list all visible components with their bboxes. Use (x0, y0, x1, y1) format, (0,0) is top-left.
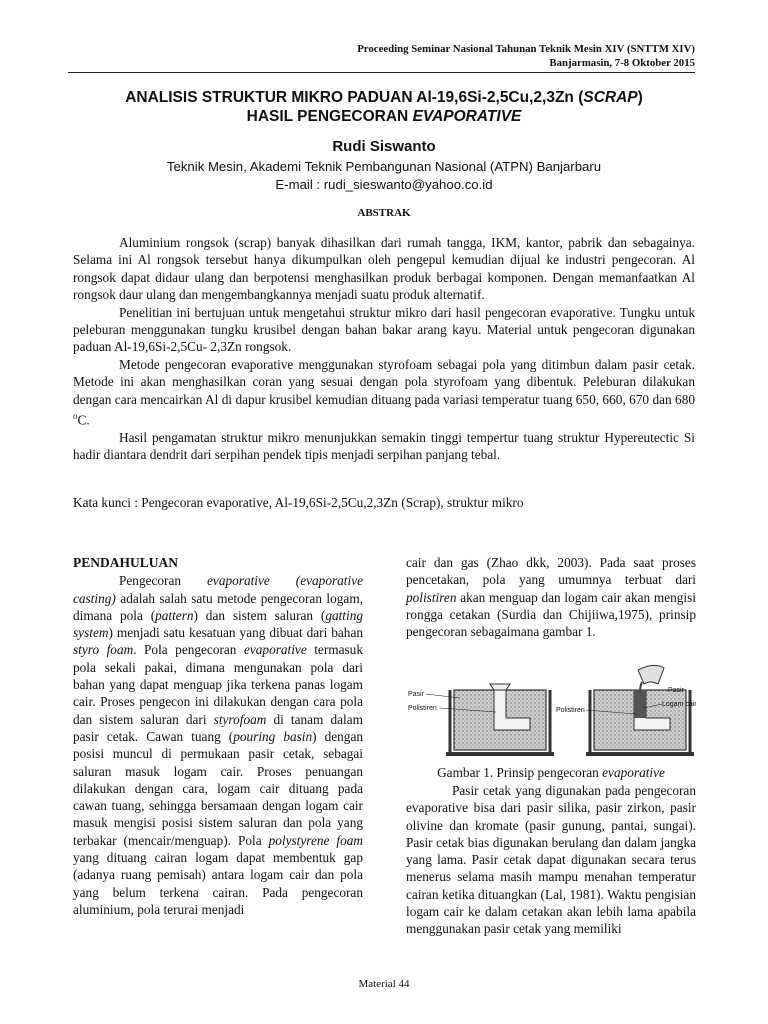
page-footer: Material 44 (358, 978, 410, 990)
figure-caption: Gambar 1. Prinsip pengecoran evaporative (437, 765, 665, 780)
svg-text:Logam cair: Logam cair (662, 701, 696, 708)
abstract-paragraph: Penelitian ini bertujuan untuk mengetahui struktur mikro dari hasil pengecoran evaporative. Tungku untuk peleburan menggunakan tungku krusibel dengan bahan bakar arang kayu. Material untuk pengecoran digunakan paduan Al-19,6Si-2,5Cu- 2,3Zn rongsok. (73, 304, 695, 355)
title-line-2: HASIL PENGECORAN EVAPORATIVE (246, 108, 522, 125)
affiliation-text: Teknik Mesin, Akademi Teknik Pembangunan Nasional (ATPN) Banjarbaru (166, 159, 602, 174)
header-rule (68, 72, 695, 73)
svg-text:Polistiren: Polistiren (408, 705, 437, 712)
left-column (73, 554, 363, 918)
section-heading: PENDAHULUAN (73, 555, 179, 570)
paper-title (60, 88, 708, 126)
abstract-body (73, 234, 695, 464)
title-line-1: ANALISIS STRUKTUR MIKRO PADUAN Al-19,6Si-2,5Cu,2,3Zn (SCRAP) (125, 89, 643, 106)
svg-text:Polistiren: Polistiren (556, 707, 585, 714)
right-flask (586, 665, 694, 756)
right-column-bottom (406, 782, 696, 938)
body-paragraph: Pasir cetak yang digunakan pada pengecoran evaporative bisa dari pasir silika, pasir zirkon, pasir olivine dan kromate (pasir gunung, pantai, sungai). Pasir cetak bias digunakan berulang dan dalam jangka yang lama. Pasir cetak dapat digunakan secara terus menerus selama masih mampu menahan temperatur cairan ketika dituangkan (Lal, 1981). Waktu pengisian logam cair ke dalam cetakan akan lebih lama apabila menggunakan pasir cetak yang memiliki (406, 783, 696, 937)
author-name: Rudi Siswanto (332, 138, 436, 155)
keywords: Kata kunci : Pengecoran evaporative, Al-19,6Si-2,5Cu,2,3Zn (Scrap), struktur mikro (73, 495, 524, 510)
abstract-paragraph: Hasil pengamatan struktur mikro menunjukkan semakin tinggi tempertur tuang struktur Hypereutectic Si hadir diantara dendrit dari serpihan pendek tipis menjadi serpihan panjang tebal. (73, 429, 695, 463)
author-affiliation (60, 158, 708, 194)
casting-diagram (406, 662, 696, 762)
svg-text:Pasir: Pasir (668, 687, 684, 694)
left-flask (446, 684, 554, 756)
right-column-top: cair dan gas (Zhao dkk, 2003). Pada saat proses pencetakan, pola yang umumnya terbuat dari polistiren akan menguap dan logam cair akan mengisi rongga cetakan (Surdia dan Chijiiwa,1975), prinsip pengecoran sebagaimana gambar 1. (406, 555, 696, 640)
abstract-paragraph: Metode pengecoran evaporative menggunakan styrofoam sebagai pola yang ditimbun dalam pasir cetak. Metode ini akan menghasilkan coran yang sesuai dengan pola styrofoam yang dibentuk. Peleburan dilakukan dengan cara mencairkan Al di dapur krusibel kemudian dituang pada variasi temperatur tuang 650, 660, 670 dan 680 $^o$C. (73, 356, 695, 428)
author-email: E-mail : rudi_sieswanto@yahoo.co.id (275, 177, 493, 192)
proceeding-header (357, 42, 695, 70)
header-line-1: Proceeding Seminar Nasional Tahunan Teknik Mesin XIV (SNTTM XIV) (357, 43, 695, 55)
abstract-paragraph: Aluminium rongsok (scrap) banyak dihasilkan dari rumah tangga, IKM, kantor, pabrik dan sebagainya. Selama ini Al rongsok tersebut hanya dikumpulkan oleh pengepul kemudian dijual ke industri pengecoran. Al rongsok dapat didaur ulang dan berpotensi menghasilkan produk berbagai komponen. Dengan memanfaatkan Al rongsok daur ulang dan mengembangkannya menjadi suatu produk alternatif. (73, 235, 695, 303)
intro-paragraph: Pengecoran evaporative (evaporative casting) adalah salah satu metode pengecoran logam, dimana pola (pattern) dan sistem saluran (gatting system) menjadi satu kesatuan yang dibuat dari bahan styro foam. Pola pengecoran evaporative termasuk pola sekali pakai, dimana mengunakan pola dari bahan yang dapat menguap jika terkena panas logam cair. Proses pengecon ini dilakukan dengan cara pola dan sistem saluran dari styrofoam di tanam dalam pasir cetak. Cawan tuang (pouring basin) dengan posisi muncul di permukaan pasir cetak, sebagai saluran masuk logam cair. Proses penuangan dilakukan dengan cara, logam cair dituang pada cawan tuang, sehingga bersamaan dengan logam cair masuk mengisi posisi sistem saluran dan pola yang terbakar (mencair/menguap). Pola polystyrene foam yang dituang cairan logam dapat membentuk gap (adanya ruang pemisah) antara logam cair dan pola yang belum terkena cairan. Pada pengecoran aluminium, pola terurai menjadi (73, 573, 364, 917)
abstract-heading: ABSTRAK (357, 207, 411, 219)
figure-1-diagram (406, 662, 696, 762)
svg-text:Pasir: Pasir (408, 691, 424, 698)
header-line-2: Banjarmasin, 7-8 Oktober 2015 (549, 57, 695, 69)
